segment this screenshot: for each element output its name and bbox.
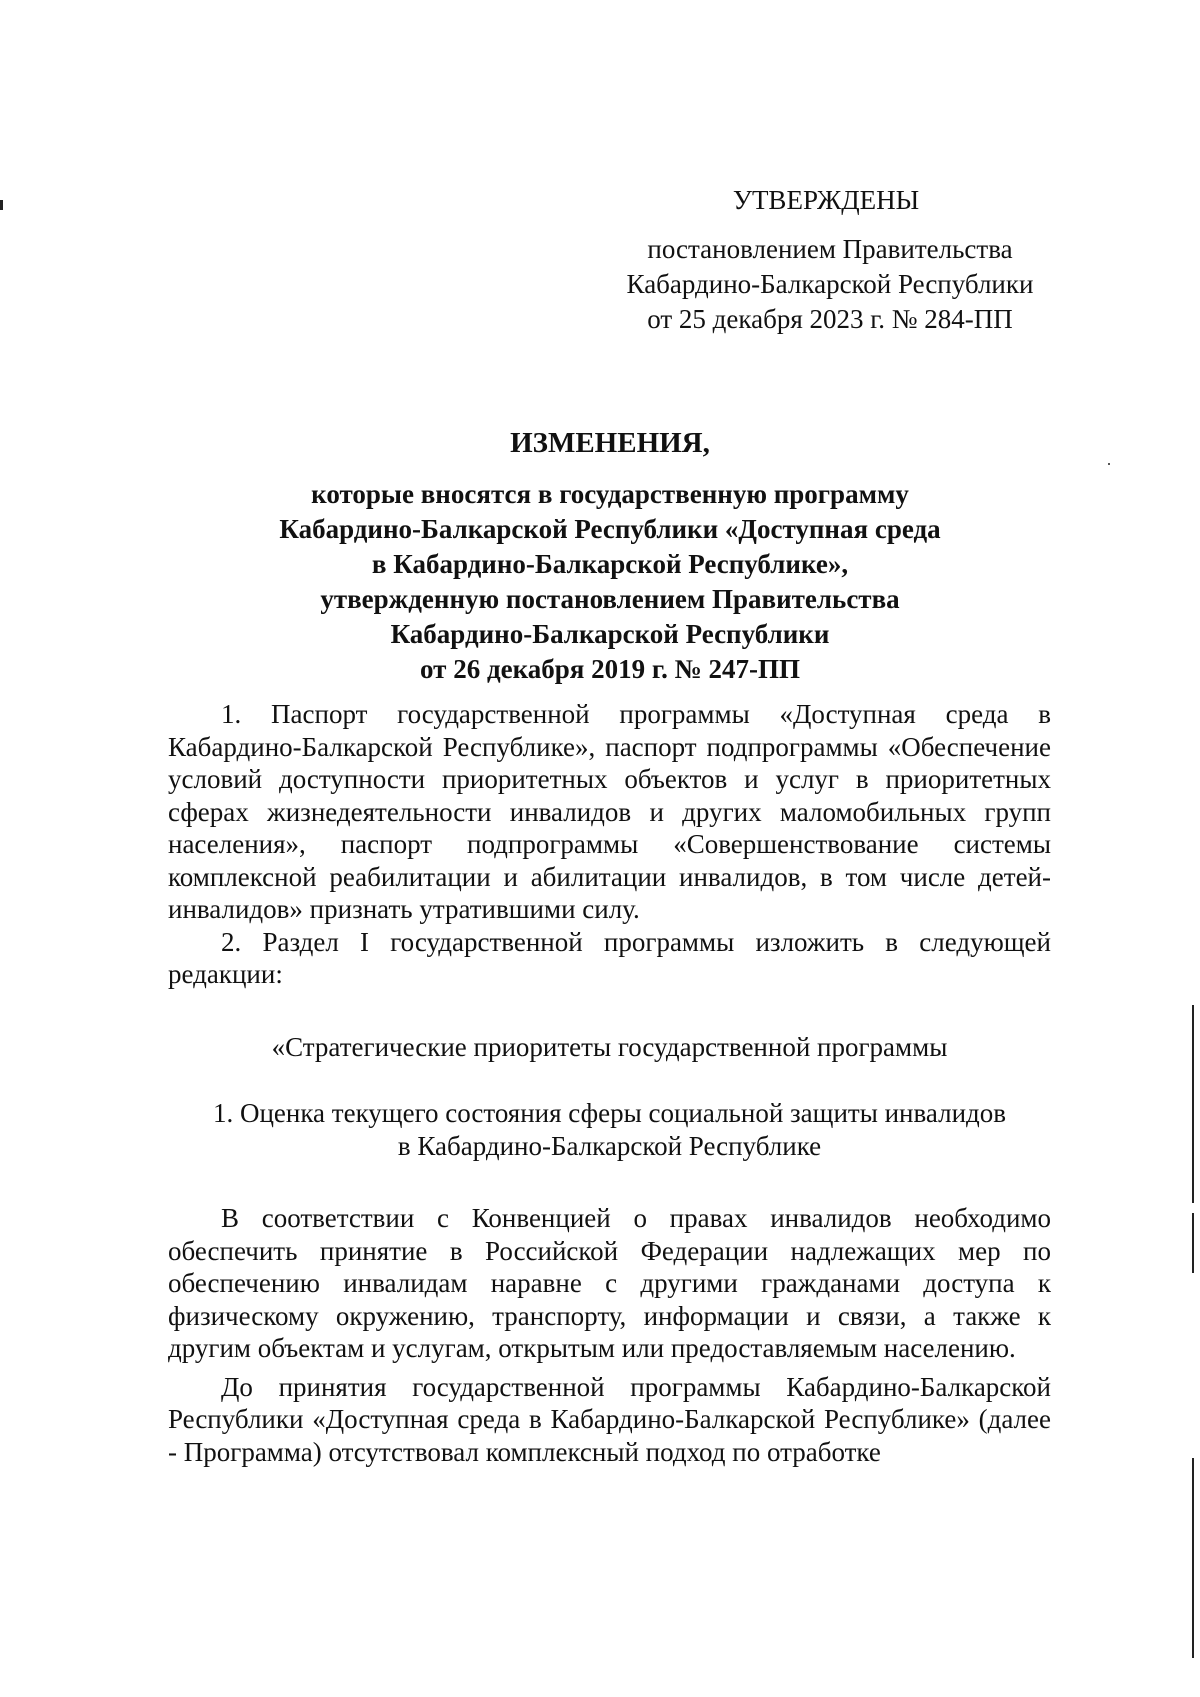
scan-margin-line: [1192, 1213, 1194, 1273]
scan-mark: [0, 200, 3, 210]
document-body: [168, 698, 1051, 1468]
approval-stamp: [600, 183, 1060, 337]
title-subline: утвержденную постановлением Правительства: [320, 584, 900, 614]
paragraph: До принятия государственной программы Кабардино-Балкарской Республики «Доступная среда в Кабардино-Балкарской Республике» (далее - Программа) отсутствовал комплексный подход по отработке: [168, 1371, 1051, 1467]
scan-margin-line: [1192, 1458, 1194, 1658]
paragraph-item-1: 1. Паспорт государственной программы «Доступная среда в Кабардино-Балкарской Республике», паспорт подпрограммы «Обеспечение условий доступности приоритетных объектов и услуг в приоритетных сферах жизнедеятельности инвалидов и других маломобильных групп населения», паспорт подпрограммы «Совершенствование системы комплексной реабилитации и абилитации инвалидов, в том числе детей-инвалидов» признать утратившими силу.: [168, 699, 1051, 924]
approval-heading: УТВЕРЖДЕНЫ: [732, 185, 920, 215]
title-main: ИЗМЕНЕНИЯ,: [510, 427, 710, 459]
title-subline: которые вносятся в государственную программу: [311, 479, 909, 509]
approval-line: от 25 декабря 2023 г. № 284-ПП: [647, 304, 1013, 334]
scan-margin-line: [1192, 1005, 1194, 1203]
subsection-title: 1. Оценка текущего состояния сферы социальной защиты инвалидов: [212, 1098, 1007, 1128]
approval-line: постановлением Правительства: [647, 234, 1013, 264]
title-subline: Кабардино-Балкарской Республики: [390, 619, 830, 649]
document-title: [170, 426, 1050, 687]
subsection-title-line2: в Кабардино-Балкарской Республике: [397, 1130, 822, 1161]
approval-line: Кабардино-Балкарской Республики: [626, 269, 1034, 299]
scan-speck: [1108, 463, 1110, 465]
paragraph-item-2: 2. Раздел I государственной программы изложить в следующей редакции:: [168, 926, 1051, 989]
title-subline: Кабардино-Балкарской Республики «Доступная среда: [279, 514, 941, 544]
section-title: «Стратегические приоритеты государственной программы: [271, 1031, 948, 1062]
title-subline: от 26 декабря 2019 г. № 247-ПП: [420, 654, 800, 684]
title-subline: в Кабардино-Балкарской Республике»,: [371, 549, 849, 579]
paragraph: В соответствии с Конвенцией о правах инвалидов необходимо обеспечить принятие в Российской Федерации надлежащих мер по обеспечению инвалидам наравне с другими гражданами доступа к физическому окружению, транспорту, информации и связи, а также к другим объектам и услугам, открытым или предоставляемым населению.: [168, 1203, 1051, 1363]
